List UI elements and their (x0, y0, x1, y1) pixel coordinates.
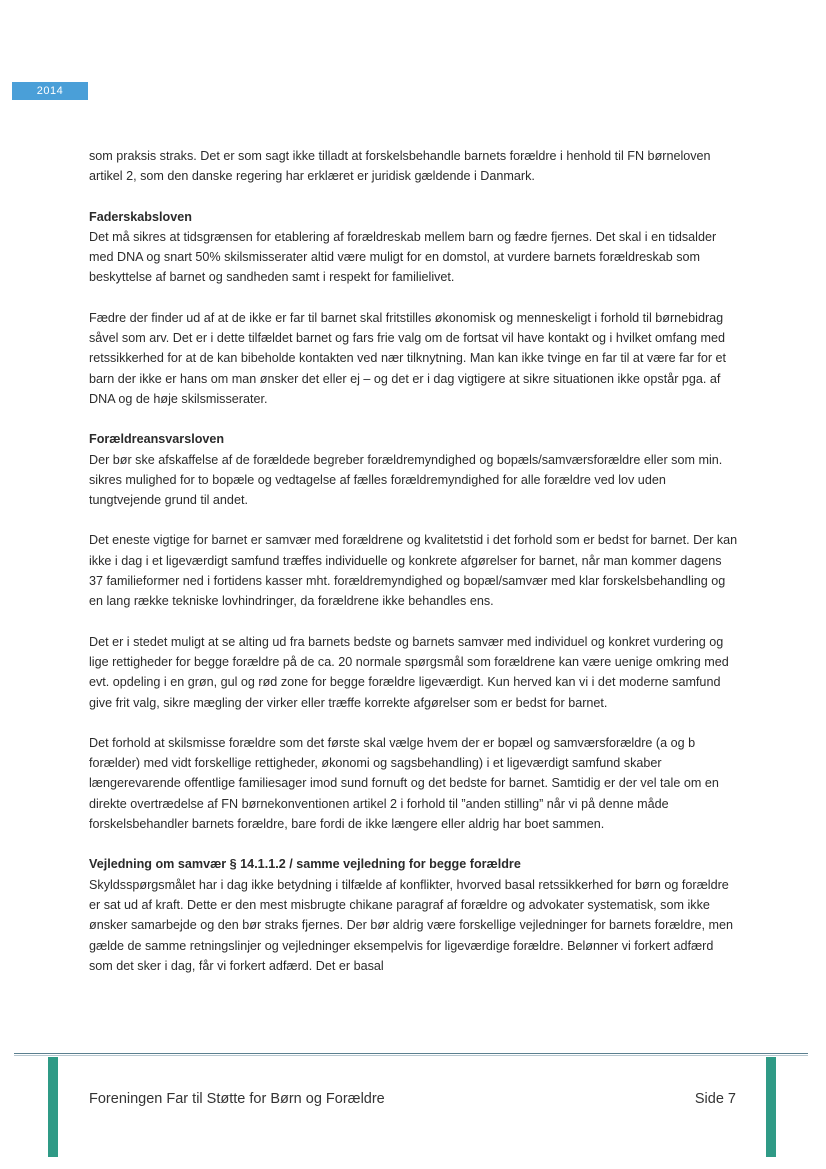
section-heading-faderskabsloven: Faderskabsloven (89, 209, 192, 224)
section-heading-foraeldreansvarsloven: Forældreansvarsloven (89, 432, 225, 447)
paragraph: Fædre der finder ud af at de ikke er far til barnet skal fritstilles økonomisk og menneskeligt i forhold til børnebidrag såvel som arv. Det er i dette tilfældet barnet og fars frie valg om de fortsat vil have kontakt og i hvilket omfang med retssikkerhed for at de kan bibeholde kontakten ved nær tilknytning. Man kan ikke tvinge en far til at være far for et barn der ikke er hans om man ønsker det eller ej – og det er i dag vigtigere at sikre situationen ikke opstår pga. af DNA og de høje skilsmisserater. (89, 310, 727, 406)
footer-rule (14, 1053, 808, 1054)
year-tab: 2014 (12, 82, 88, 100)
footer-bar-left (48, 1057, 58, 1157)
page-number: Side 7 (694, 1091, 736, 1107)
paragraph: Det eneste vigtige for barnet er samvær med forældrene og kvalitetstid i det forhold som er bedst for barnet. Der kan ikke i dag i et ligeværdigt samfund træffes individuelle og konkrete afgørelser for barnet, når man kommer dagens 37 familieformer ned i fortidens kasser mht. forældremyndighed og bopæl/samvær med klar forskelsbehandling og en lang række tekniske lovhindringer, da forældrene ikke behandles ens. (89, 533, 738, 609)
footer-organization: Foreningen Far til Støtte for Børn og Forældre (89, 1091, 385, 1107)
footer-rule-secondary (14, 1055, 808, 1056)
footer-bar-right (766, 1057, 776, 1157)
paragraph: Det må sikres at tidsgrænsen for etablering af forældreskab mellem barn og fædre fjernes. Det skal i en tidsalder med DNA og snart 50% skilsmisserater altid være muligt for en domstol, at vurdere barnets forældreskab som beskyttelse af barnet og sandheden samt i respekt for familielivet. (89, 229, 717, 285)
paragraph: Der bør ske afskaffelse af de forældede begreber forældremyndighed og bopæls/samværsforældre eller som min. sikres mulighed for to bopæle og vedtagelse af fælles forældremyndighed for alle forældre ved lov uden tungtvejende grund til andet. (89, 452, 723, 508)
section-heading-vejledning: Vejledning om samvær § 14.1.1.2 / samme vejledning for begge forældre (89, 857, 521, 872)
paragraph: Skyldsspørgsmålet har i dag ikke betydning i tilfælde af konflikter, hvorved basal retssikkerhed for børn og forældre er sat ud af kraft. Dette er den mest misbrugte chikane paragraf af forældre og advokater systematisk, som ikke ønsker samarbejde og den bør straks fjernes. Der bør aldrig være forskellige vejledninger for barnets forældre, men gælde de samme retningslinjer og vejledninger eksempelvis for ligeværdige forældre. Belønner vi forkert adfærd som det sker i dag, får vi forkert adfærd. Det er basal (89, 877, 733, 973)
page-body (89, 146, 739, 996)
paragraph: Det er i stedet muligt at se alting ud fra barnets bedste og barnets samvær med individuel og konkret vurdering og lige rettigheder for begge forældre på de ca. 20 normale spørgsmål som forældrene kan være uenige omkring med evt. opdeling i en grøn, gul og rød zone for begge forældre ligeværdigt. Kun herved kan vi i det moderne samfund give frit valg, sikre mægling der virker eller træffe korrekte afgørelser som er bedst for barnet. (89, 634, 729, 710)
paragraph: som praksis straks. Det er som sagt ikke tilladt at forskelsbehandle barnets forældre i henhold til FN børneloven artikel 2, som den danske regering har erklæret er juridisk gældende i Danmark. (89, 149, 711, 184)
paragraph: Det forhold at skilsmisse forældre som det første skal vælge hvem der er bopæl og samværsforældre (a og b forælder) med vidt forskellige rettigheder, økonomi og sagsbehandling) i et ligeværdigt samfund skaber længerevarende offentlige familiesager imod sund fornuft og det bedste for barnet. Samtidig er der vel tale om en direkte overtrædelse af FN børnekonventionen artikel 2 i forhold til ”anden stilling” når vi på denne måde forskelsbehandler barnets forældre, bare fordi de ikke længere eller aldrig har boet sammen. (89, 735, 719, 832)
